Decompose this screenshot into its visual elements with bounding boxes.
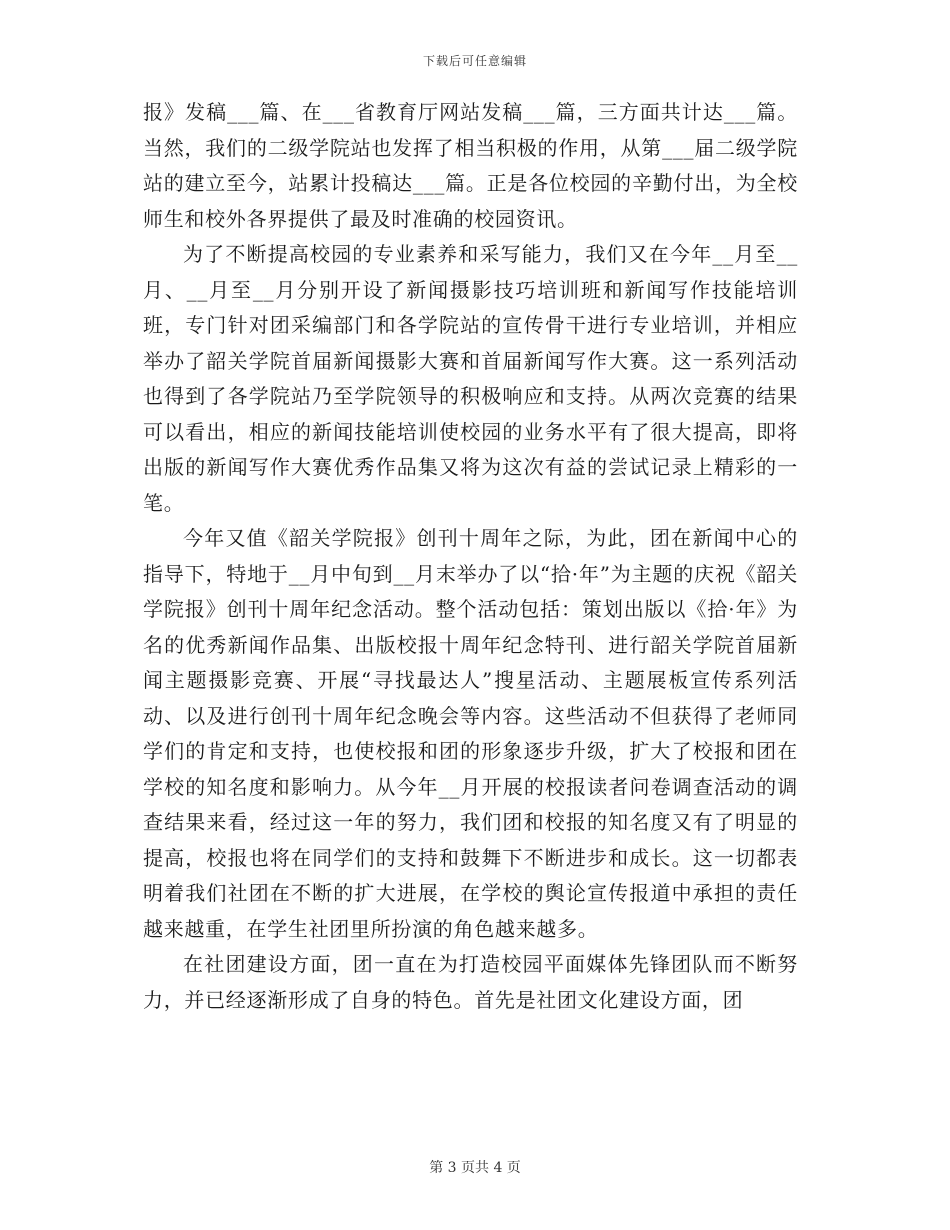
paragraph: 报》发稿___篇、在___省教育厅网站发稿___篇，三方面共计达___篇。当然，我们的二级学院站也发挥了相当积极的作用，从第___届二级学院站的建立至今，站累计投稿达___篇。正是各位校园的辛勤付出，为全校师生和校外各界提供了最及时准确的校园资讯。 bbox=[143, 100, 798, 231]
paragraph: 在社团建设方面，团一直在为打造校园平面媒体先锋团队而不断努力，并已经逐渐形成了自身的特色。首先是社团文化建设方面，团 bbox=[143, 952, 798, 1012]
paragraph: 为了不断提高校园的专业素养和采写能力，我们又在今年__月至__月、__月至__月分别开设了新闻摄影技巧培训班和新闻写作技能培训班，专门针对团采编部门和各学院站的宣传骨干进行专业培训，并相应举办了韶关学院首届新闻摄影大赛和首届新闻写作大赛。这一系列活动也得到了各学院站乃至学院领导的积极响应和支持。从两次竞赛的结果可以看出，相应的新闻技能培训使校园的业务水平有了很大提高，即将出版的新闻写作大赛优秀作品集又将为这次有益的尝试记录上精彩的一笔。 bbox=[143, 242, 798, 515]
document-body bbox=[143, 95, 798, 1018]
page-footer: 第 3 页共 4 页 bbox=[429, 1160, 521, 1176]
page-header: 下载后可任意编辑 bbox=[422, 54, 527, 68]
paragraph: 今年又值《韶关学院报》创刊十周年之际，为此，团在新闻中心的指导下，特地于__月中旬到__月末举办了以“拾·年”为主题的庆祝《韶关学院报》创刊十周年纪念活动。整个活动包括：策划出版以《拾·年》为名的优秀新闻作品集、出版校报十周年纪念特刊、进行韶关学院首届新闻主题摄影竞赛、开展“寻找最达人”搜星活动、主题展板宣传系列活动、以及进行创刊十周年纪念晚会等内容。这些活动不但获得了老师同学们的肯定和支持，也使校报和团的形象逐步升级，扩大了校报和团在学校的知名度和影响力。从今年__月开展的校报读者问卷调查活动的调查结果来看，经过这一年的努力，我们团和校报的知名度又有了明显的提高，校报也将在同学们的支持和鼓舞下不断进步和成长。这一切都表明着我们社团在不断的扩大进展，在学校的舆论宣传报道中承担的责任越来越重，在学生社团里所扮演的角色越来越多。 bbox=[143, 526, 798, 941]
